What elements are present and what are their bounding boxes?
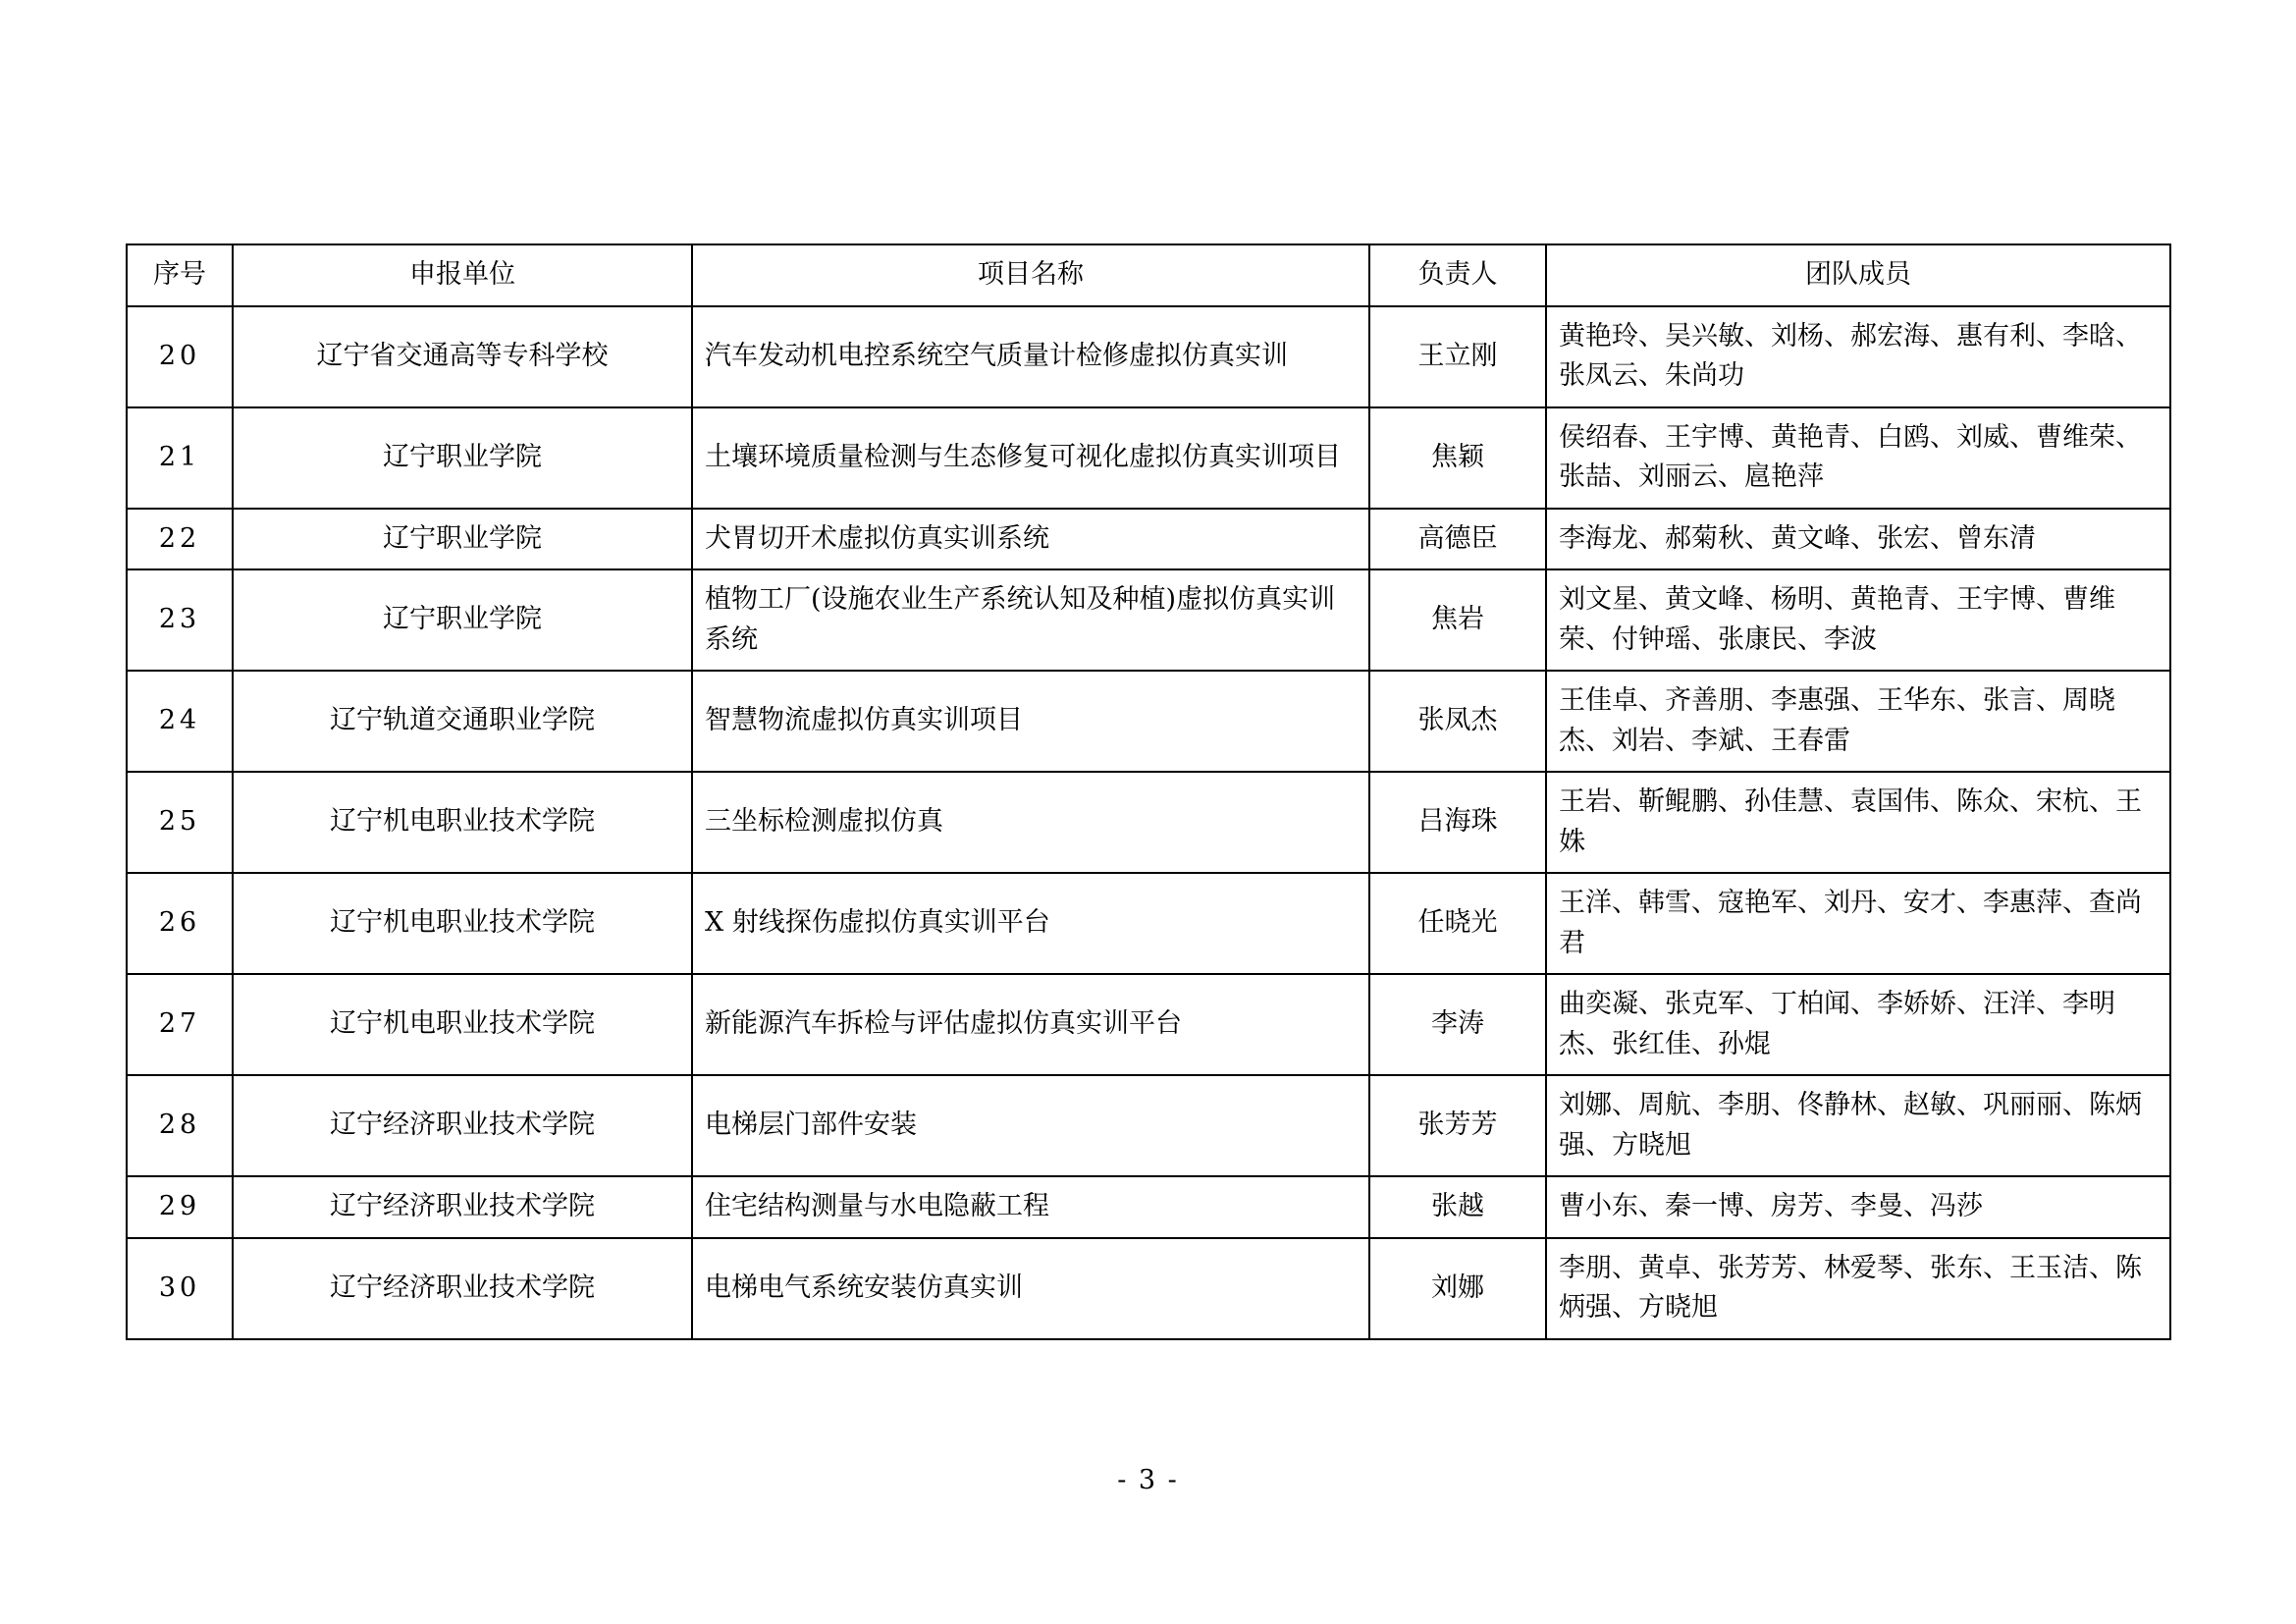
cell-index: 29 xyxy=(127,1176,233,1238)
cell-index: 25 xyxy=(127,772,233,873)
cell-leader: 吕海珠 xyxy=(1369,772,1546,873)
cell-project: 植物工厂(设施农业生产系统认知及种植)虚拟仿真实训系统 xyxy=(692,569,1369,671)
cell-team: 李朋、黄卓、张芳芳、林爱琴、张东、王玉洁、陈炳强、方晓旭 xyxy=(1546,1238,2170,1339)
cell-project: 汽车发动机电控系统空气质量计检修虚拟仿真实训 xyxy=(692,306,1369,407)
cell-team: 曲奕凝、张克军、丁柏闻、李娇娇、汪洋、李明杰、张红佳、孙焜 xyxy=(1546,974,2170,1075)
cell-index: 23 xyxy=(127,569,233,671)
project-table-container xyxy=(126,244,2169,1340)
cell-leader: 张越 xyxy=(1369,1176,1546,1238)
cell-unit: 辽宁经济职业技术学院 xyxy=(233,1075,692,1176)
table-row xyxy=(127,306,2170,407)
cell-leader: 李涛 xyxy=(1369,974,1546,1075)
cell-leader: 焦颖 xyxy=(1369,407,1546,509)
cell-leader: 高德臣 xyxy=(1369,509,1546,570)
table-row xyxy=(127,671,2170,772)
cell-team: 王岩、靳鲲鹏、孙佳慧、袁国伟、陈众、宋杭、王姝 xyxy=(1546,772,2170,873)
project-table xyxy=(126,244,2171,1340)
cell-project: 电梯电气系统安装仿真实训 xyxy=(692,1238,1369,1339)
cell-leader: 王立刚 xyxy=(1369,306,1546,407)
cell-team: 曹小东、秦一博、房芳、李曼、冯莎 xyxy=(1546,1176,2170,1238)
cell-unit: 辽宁机电职业技术学院 xyxy=(233,772,692,873)
cell-unit: 辽宁轨道交通职业学院 xyxy=(233,671,692,772)
table-body xyxy=(127,306,2170,1339)
cell-unit: 辽宁职业学院 xyxy=(233,509,692,570)
cell-leader: 刘娜 xyxy=(1369,1238,1546,1339)
table-row xyxy=(127,509,2170,570)
cell-unit: 辽宁职业学院 xyxy=(233,407,692,509)
cell-unit: 辽宁省交通高等专科学校 xyxy=(233,306,692,407)
table-row xyxy=(127,1176,2170,1238)
page-number: - 3 - xyxy=(1117,1465,1179,1495)
cell-project: 犬胃切开术虚拟仿真实训系统 xyxy=(692,509,1369,570)
column-header-team: 团队成员 xyxy=(1546,244,2170,306)
table-row xyxy=(127,1075,2170,1176)
cell-team: 王洋、韩雪、寇艳军、刘丹、安才、李惠萍、查尚君 xyxy=(1546,873,2170,974)
cell-project: X 射线探伤虚拟仿真实训平台 xyxy=(692,873,1369,974)
table-header-row xyxy=(127,244,2170,306)
cell-team: 刘文星、黄文峰、杨明、黄艳青、王宇博、曹维荣、付钟瑶、张康民、李波 xyxy=(1546,569,2170,671)
cell-unit: 辽宁职业学院 xyxy=(233,569,692,671)
cell-project: 三坐标检测虚拟仿真 xyxy=(692,772,1369,873)
cell-team: 王佳卓、齐善朋、李惠强、王华东、张言、周晓杰、刘岩、李斌、王春雷 xyxy=(1546,671,2170,772)
cell-leader: 任晓光 xyxy=(1369,873,1546,974)
cell-project: 新能源汽车拆检与评估虚拟仿真实训平台 xyxy=(692,974,1369,1075)
cell-index: 26 xyxy=(127,873,233,974)
cell-unit: 辽宁经济职业技术学院 xyxy=(233,1176,692,1238)
table-row xyxy=(127,407,2170,509)
cell-project: 住宅结构测量与水电隐蔽工程 xyxy=(692,1176,1369,1238)
cell-team: 黄艳玲、吴兴敏、刘杨、郝宏海、惠有利、李晗、张凤云、朱尚功 xyxy=(1546,306,2170,407)
column-header-leader: 负责人 xyxy=(1369,244,1546,306)
cell-index: 30 xyxy=(127,1238,233,1339)
cell-index: 21 xyxy=(127,407,233,509)
cell-index: 28 xyxy=(127,1075,233,1176)
cell-leader: 焦岩 xyxy=(1369,569,1546,671)
cell-team: 李海龙、郝菊秋、黄文峰、张宏、曾东清 xyxy=(1546,509,2170,570)
cell-project: 电梯层门部件安装 xyxy=(692,1075,1369,1176)
cell-project: 智慧物流虚拟仿真实训项目 xyxy=(692,671,1369,772)
column-header-unit: 申报单位 xyxy=(233,244,692,306)
cell-index: 20 xyxy=(127,306,233,407)
cell-unit: 辽宁机电职业技术学院 xyxy=(233,974,692,1075)
cell-team: 刘娜、周航、李朋、佟静林、赵敏、巩丽丽、陈炳强、方晓旭 xyxy=(1546,1075,2170,1176)
table-row xyxy=(127,974,2170,1075)
cell-leader: 张凤杰 xyxy=(1369,671,1546,772)
cell-index: 22 xyxy=(127,509,233,570)
table-row xyxy=(127,873,2170,974)
cell-index: 27 xyxy=(127,974,233,1075)
cell-team: 侯绍春、王宇博、黄艳青、白鸥、刘威、曹维荣、张喆、刘丽云、扈艳萍 xyxy=(1546,407,2170,509)
column-header-index: 序号 xyxy=(127,244,233,306)
cell-unit: 辽宁经济职业技术学院 xyxy=(233,1238,692,1339)
cell-index: 24 xyxy=(127,671,233,772)
cell-unit: 辽宁机电职业技术学院 xyxy=(233,873,692,974)
cell-project: 土壤环境质量检测与生态修复可视化虚拟仿真实训项目 xyxy=(692,407,1369,509)
column-header-project: 项目名称 xyxy=(692,244,1369,306)
cell-leader: 张芳芳 xyxy=(1369,1075,1546,1176)
table-row xyxy=(127,569,2170,671)
table-row xyxy=(127,1238,2170,1339)
table-row xyxy=(127,772,2170,873)
